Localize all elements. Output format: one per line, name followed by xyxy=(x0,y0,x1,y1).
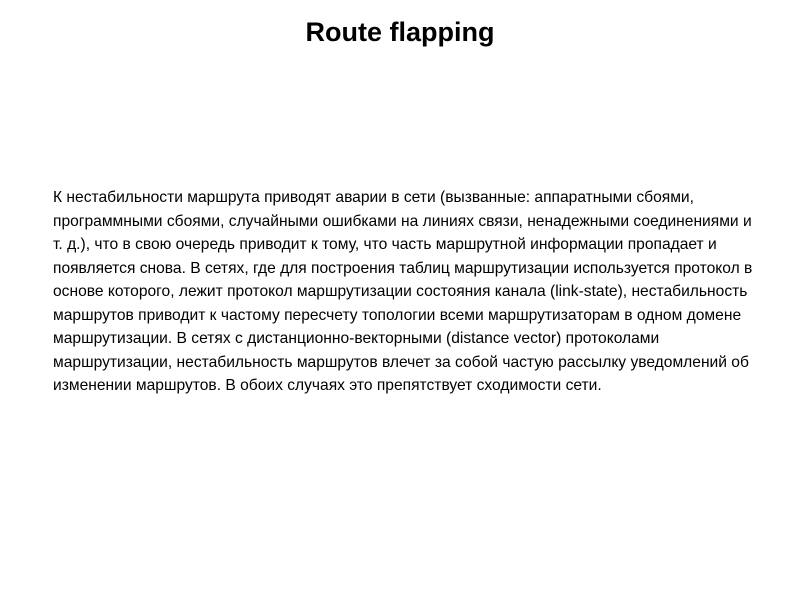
slide-title: Route flapping xyxy=(305,17,495,47)
slide-body-text: К нестабильности маршрута приводят аварии в сети (вызванные: аппаратными сбоями, программными сбоями, случайными ошибками на линиях связи, ненадежными соединениями и т. д.), что в свою очередь приводит к тому, что часть маршрутной информации пропадает и появляется снова. В сетях, где для построения таблиц маршрутизации используется протокол в основе которого, лежит протокол маршрутизации состояния канала (link-state), нестабильность маршрутов приводит к частому пересчету топологии всеми маршрутизаторам в одном домене маршрутизации. В сетях с дистанционно-векторными (distance vector) протоколами маршрутизации, нестабильность маршрутов влечет за собой частую рассылку уведомлений об изменении маршрутов. В обоих случаях это препятствует сходимости сети. xyxy=(53,189,753,394)
